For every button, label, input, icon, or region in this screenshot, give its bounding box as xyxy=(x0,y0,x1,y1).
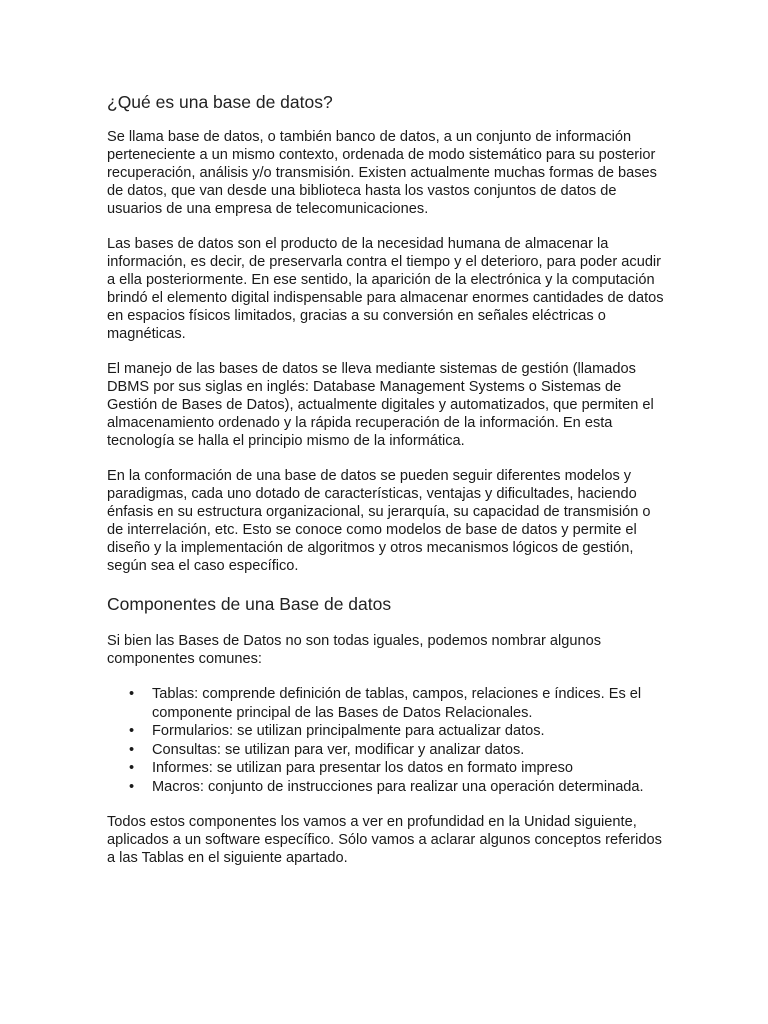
bullet-icon: • xyxy=(129,741,135,758)
list-item-tablas xyxy=(107,685,667,722)
section-intro: Si bien las Bases de Datos no son todas iguales, podemos nombrar algunos componentes comunes: xyxy=(107,633,602,667)
list-item-text: Consultas: se utilizan para ver, modificar y analizar datos. xyxy=(152,741,525,758)
list-item-text: Informes: se utilizan para presentar los datos en formato impreso xyxy=(152,760,573,776)
section-title-components: Componentes de una Base de datos xyxy=(107,594,392,614)
list-item-text: Macros: conjunto de instrucciones para realizar una operación determinada. xyxy=(152,778,644,795)
document-title: ¿Qué es una base de datos? xyxy=(107,92,333,112)
bullet-icon: • xyxy=(129,760,135,776)
paragraph-definition: Se llama base de datos, o también banco de datos, a un conjunto de información perteneciente a un mismo contexto, ordenada de modo sistemático para su posterior recuperación, análisis y/o transmisión. Existen actualmente muchas formas de bases de datos, que van desde una biblioteca hasta los vastos conjuntos de datos de usuarios de una empresa de telecomunicaciones. xyxy=(107,129,657,217)
closing-paragraph: Todos estos componentes los vamos a ver en profundidad en la Unidad siguiente, aplicados a un software específico. Sólo vamos a aclarar algunos conceptos referidos a las Tablas en el siguiente apartado. xyxy=(107,814,662,866)
list-item-consultas xyxy=(107,741,667,760)
bullet-icon: • xyxy=(129,723,135,739)
paragraph-dbms: El manejo de las bases de datos se lleva mediante sistemas de gestión (llamados DBMS por sus siglas en inglés: Database Management Systems o Sistemas de Gestión de Bases de Datos), actualmente digitales y automatizados, que permiten el almacenamiento ordenado y la rápida recuperación de la información. En esta tecnología se halla el principio mismo de la informática. xyxy=(107,361,654,449)
list-item-macros xyxy=(107,778,667,797)
list-item-formularios xyxy=(107,722,667,741)
paragraph-purpose: Las bases de datos son el producto de la necesidad humana de almacenar la información, es decir, de preservarla contra el tiempo y el deterioro, para poder acudir a ella posteriormente. En ese sentido, la aparición de la electrónica y la computación brindó el elemento digital indispensable para almacenar enormes cantidades de datos en espacios físicos limitados, gracias a su conversión en señales eléctricas o magnéticas. xyxy=(107,236,664,342)
document-page xyxy=(107,90,667,884)
list-item-informes xyxy=(107,759,667,778)
bullet-icon: • xyxy=(129,778,135,795)
paragraph-models: En la conformación de una base de datos se pueden seguir diferentes modelos y paradigmas, cada uno dotado de características, ventajas y dificultades, haciendo énfasis en su estructura organizacional, su jerarquía, su capacidad de transmisión o de interrelación, etc. Esto se conoce como modelos de base de datos y permite el diseño y la implementación de algoritmos y otros mecanismos lógicos de gestión, según sea el caso específico. xyxy=(107,468,651,574)
bullet-icon: • xyxy=(129,686,135,702)
list-item-text: Tablas: comprende definición de tablas, campos, relaciones e índices. Es el componente principal de las Bases de Datos Relacionales. xyxy=(152,686,642,721)
components-list xyxy=(107,685,667,796)
list-item-text: Formularios: se utilizan principalmente para actualizar datos. xyxy=(152,723,545,739)
